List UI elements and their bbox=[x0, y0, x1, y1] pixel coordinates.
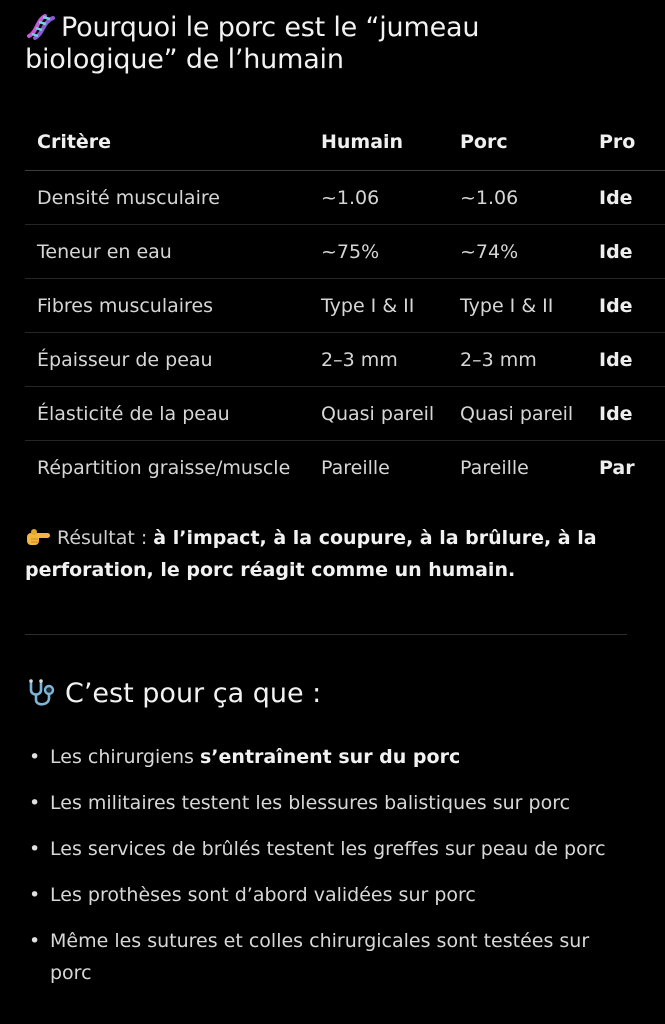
table-row bbox=[25, 333, 665, 387]
table-row bbox=[25, 171, 665, 225]
cell-proximity: Ide bbox=[587, 333, 665, 387]
list-item-emphasis: s’entraînent sur du porc bbox=[200, 746, 461, 768]
list-item-text: Les chirurgiens bbox=[50, 746, 200, 768]
cell-criterion: Densité musculaire bbox=[25, 171, 309, 225]
cell-criterion: Répartition graisse/muscle bbox=[37, 456, 291, 479]
cell-pig: 2–3 mm bbox=[448, 333, 587, 387]
cell-human: 2–3 mm bbox=[309, 333, 448, 387]
cell-criterion: Teneur en eau bbox=[25, 225, 309, 279]
bullet-icon: • bbox=[29, 884, 41, 906]
uses-list bbox=[25, 741, 627, 989]
list-item bbox=[25, 741, 627, 773]
list-item-text: Les prothèses sont d’abord validées sur porc bbox=[50, 884, 476, 906]
cell-proximity: Par bbox=[599, 456, 635, 479]
result-text: à l’impact, à la coupure, à la brûlure, à la perforation, le porc réagit comme un humain. bbox=[25, 527, 597, 581]
pointing-hand-icon bbox=[25, 527, 51, 547]
cell-pig: ~1.06 bbox=[448, 171, 587, 225]
cell-pig: Quasi pareil bbox=[448, 387, 587, 441]
cell-human: ~75% bbox=[309, 225, 448, 279]
section-title-text: C’est pour ça que : bbox=[65, 678, 322, 709]
stethoscope-icon bbox=[25, 678, 59, 708]
article bbox=[25, 0, 636, 1003]
table-row bbox=[25, 387, 665, 441]
result-lead: Résultat : bbox=[57, 527, 154, 549]
cell-criterion: Élasticité de la peau bbox=[25, 387, 309, 441]
cell-human: Type I & II bbox=[309, 279, 448, 333]
list-item bbox=[25, 879, 627, 911]
list-item-text: Les militaires testent les blessures balistiques sur porc bbox=[50, 792, 571, 814]
header-human: Humain bbox=[309, 114, 448, 171]
comparison-table-scroll[interactable] bbox=[25, 114, 636, 494]
cell-pig: ~74% bbox=[448, 225, 587, 279]
cell-pig: Type I & II bbox=[448, 279, 587, 333]
cell-proximity: Ide bbox=[587, 279, 665, 333]
comparison-table bbox=[25, 114, 665, 494]
cell-human: ~1.06 bbox=[309, 171, 448, 225]
list-item bbox=[25, 787, 627, 819]
cell-proximity: Ide bbox=[587, 387, 665, 441]
list-item-text: Les services de brûlés testent les greffes sur peau de porc bbox=[50, 838, 606, 860]
bullet-icon: • bbox=[29, 746, 41, 768]
list-item bbox=[25, 833, 627, 865]
cell-proximity: Ide bbox=[587, 225, 665, 279]
list-item bbox=[25, 925, 627, 989]
page-title-text: Pourquoi le porc est le “jumeau biologique” de l’humain bbox=[25, 12, 480, 75]
cell-criterion: Épaisseur de peau bbox=[25, 333, 309, 387]
table-row bbox=[25, 441, 665, 495]
table-header-row bbox=[25, 114, 665, 171]
header-pig: Porc bbox=[448, 114, 587, 171]
table-row bbox=[25, 225, 665, 279]
page-title bbox=[25, 12, 627, 76]
header-proximity: Pro bbox=[587, 114, 665, 171]
cell-pig: Pareille bbox=[460, 456, 529, 479]
cell-human: Pareille bbox=[321, 456, 390, 479]
bullet-icon: • bbox=[29, 838, 41, 860]
cell-proximity: Ide bbox=[587, 171, 665, 225]
header-criterion: Critère bbox=[25, 114, 309, 171]
section-title bbox=[25, 677, 627, 711]
result-paragraph bbox=[25, 522, 627, 586]
section-divider bbox=[25, 634, 627, 635]
cell-human: Quasi pareil bbox=[309, 387, 448, 441]
list-item-text: Même les sutures et colles chirurgicales sont testées sur porc bbox=[50, 930, 590, 984]
bullet-icon: • bbox=[29, 792, 41, 814]
bullet-icon: • bbox=[29, 930, 41, 952]
cell-criterion: Fibres musculaires bbox=[25, 279, 309, 333]
dna-icon bbox=[25, 12, 57, 40]
table-row bbox=[25, 279, 665, 333]
